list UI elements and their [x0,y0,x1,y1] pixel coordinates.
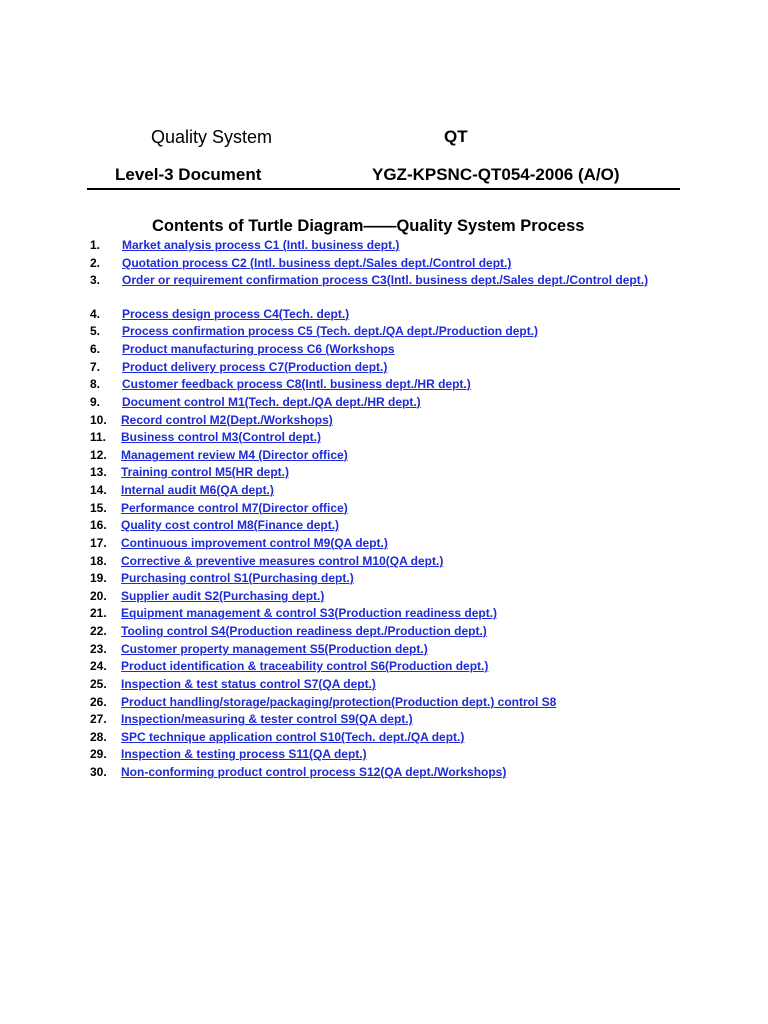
toc-item-link[interactable]: Inspection & test status control S7(QA dept.) [121,677,376,691]
header-divider [87,188,680,190]
toc-item-number: 29. [90,747,107,761]
toc-item-link[interactable]: Inspection & testing process S11(QA dept.) [121,747,367,761]
toc-item-link[interactable]: Performance control M7(Director office) [121,501,348,515]
contents-title: Contents of Turtle Diagram——Quality System Process [152,217,585,235]
toc-item-number: 15. [90,501,107,515]
toc-item-number: 30. [90,765,107,779]
toc-item-number: 21. [90,606,107,620]
toc-item-link[interactable]: Tooling control S4(Production readiness dept./Production dept.) [121,624,487,638]
toc-item-link[interactable]: Process confirmation process C5 (Tech. dept./QA dept./Production dept.) [122,324,539,338]
toc-item-link[interactable]: Equipment management & control S3(Production readiness dept.) [121,606,498,620]
toc-item-number: 27. [90,712,107,726]
toc-item-number: 5. [90,324,101,338]
toc-item-number: 25. [90,677,107,691]
toc-item-link[interactable]: Corrective & preventive measures control M10(QA dept.) [121,554,444,568]
toc-item-link[interactable]: Customer property management S5(Production dept.) [121,642,428,656]
toc-item-number: 4. [90,307,101,321]
toc-item-number: 19. [90,571,107,585]
toc-item-number: 1. [90,238,101,252]
toc-item-number: 14. [90,483,107,497]
toc-item-number: 28. [90,730,107,744]
toc-item-number: 22. [90,624,107,638]
toc-item-link[interactable]: Market analysis process C1 (Intl. business dept.) [122,238,400,252]
toc-item-link[interactable]: Order or requirement confirmation process C3(Intl. business dept./Sales dept./Control dept.) [122,273,649,287]
toc-item-number: 24. [90,659,107,673]
toc-item-number: 8. [90,377,101,391]
toc-item-number: 26. [90,695,107,709]
toc-item-link[interactable]: Product delivery process C7(Production dept.) [122,360,388,374]
toc-item-number: 12. [90,448,107,462]
system-code: QT [444,127,468,146]
document-number: YGZ-KPSNC-QT054-2006 (A/O) [372,165,620,184]
toc-item-number: 23. [90,642,107,656]
toc-item-link[interactable]: Customer feedback process C8(Intl. business dept./HR dept.) [122,377,471,391]
toc-item-link[interactable]: Quotation process C2 (Intl. business dept./Sales dept./Control dept.) [122,256,512,270]
toc-item-link[interactable]: Management review M4 (Director office) [121,448,348,462]
toc-item-link[interactable]: Purchasing control S1(Purchasing dept.) [121,571,354,585]
toc-item-link[interactable]: Training control M5(HR dept.) [121,465,289,479]
toc-item-link[interactable]: Inspection/measuring & tester control S9(QA dept.) [121,712,413,726]
toc-item-link[interactable]: Product manufacturing process C6 (Workshops [122,342,395,356]
toc-item-link[interactable]: Process design process C4(Tech. dept.) [122,307,350,321]
toc-item-number: 2. [90,256,101,270]
toc-item-link[interactable]: Non-conforming product control process S12(QA dept./Workshops) [121,765,507,779]
toc-item-number: 6. [90,342,101,356]
toc-item-link[interactable]: Record control M2(Dept./Workshops) [121,413,333,427]
toc-item-number: 9. [90,395,101,409]
toc-item-link[interactable]: Product identification & traceability control S6(Production dept.) [121,659,489,673]
toc-item-number: 11. [90,430,107,444]
toc-item-link[interactable]: SPC technique application control S10(Tech. dept./QA dept.) [121,730,465,744]
quality-system-label: Quality System [151,127,273,147]
toc-item-link[interactable]: Product handling/storage/packaging/protection(Production dept.) control S8 [121,695,557,709]
toc-item-number: 20. [90,589,107,603]
toc-item-link[interactable]: Document control M1(Tech. dept./QA dept./HR dept.) [122,395,421,409]
toc-item-link[interactable]: Continuous improvement control M9(QA dept.) [121,536,388,550]
toc-item-link[interactable]: Business control M3(Control dept.) [121,430,322,444]
toc-item-number: 17. [90,536,107,550]
toc-item-link[interactable]: Supplier audit S2(Purchasing dept.) [121,589,325,603]
toc-item-number: 10. [90,413,107,427]
toc-item-number: 16. [90,518,107,532]
toc-item-number: 7. [90,360,101,374]
toc-item-link[interactable]: Quality cost control M8(Finance dept.) [121,518,340,532]
document-level-label: Level-3 Document [115,165,262,184]
toc-item-link[interactable]: Internal audit M6(QA dept.) [121,483,274,497]
toc-item-number: 18. [90,554,107,568]
toc-item-number: 3. [90,273,101,287]
toc-item-number: 13. [90,465,107,479]
